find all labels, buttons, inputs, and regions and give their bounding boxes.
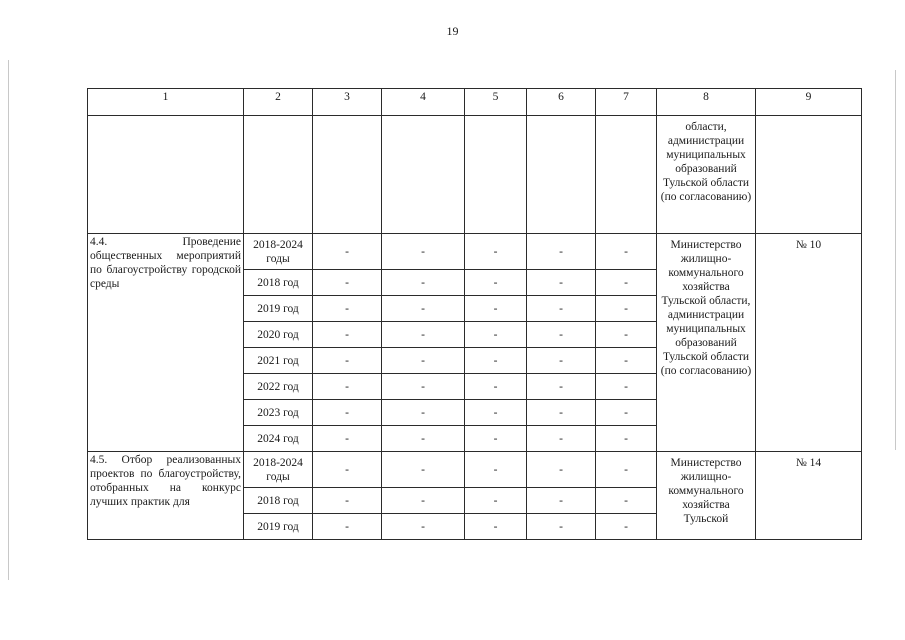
table-cell — [596, 116, 657, 234]
period-cell: 2018-2024 годы — [244, 234, 313, 270]
table-cell — [465, 116, 527, 234]
value-cell: - — [465, 234, 527, 270]
period-cell: 2018-2024 годы — [244, 452, 313, 488]
value-cell: - — [313, 452, 382, 488]
value-cell: - — [382, 296, 465, 322]
value-cell: - — [527, 514, 596, 540]
period-cell: 2019 год — [244, 296, 313, 322]
value-cell: - — [465, 488, 527, 514]
value-cell: - — [465, 452, 527, 488]
header-cell: 4 — [382, 89, 465, 116]
indicator-cell: № 14 — [756, 452, 862, 540]
value-cell: - — [527, 488, 596, 514]
value-cell: - — [596, 514, 657, 540]
value-cell: - — [382, 488, 465, 514]
value-cell: - — [382, 234, 465, 270]
period-cell: 2018 год — [244, 488, 313, 514]
value-cell: - — [313, 400, 382, 426]
header-cell: 6 — [527, 89, 596, 116]
period-cell: 2019 год — [244, 514, 313, 540]
period-cell: 2024 год — [244, 426, 313, 452]
value-cell: - — [465, 270, 527, 296]
value-cell: - — [313, 322, 382, 348]
period-cell: 2020 год — [244, 322, 313, 348]
header-cell: 3 — [313, 89, 382, 116]
executor-cell: Министерство жилищно-коммунального хозяйства Тульской — [657, 452, 756, 540]
value-cell: - — [527, 270, 596, 296]
table-cell — [756, 116, 862, 234]
scan-edge-line — [895, 70, 896, 450]
table-cell — [313, 116, 382, 234]
value-cell: - — [313, 488, 382, 514]
value-cell: - — [596, 488, 657, 514]
header-cell: 5 — [465, 89, 527, 116]
value-cell: - — [465, 400, 527, 426]
header-cell: 1 — [88, 89, 244, 116]
value-cell: - — [382, 270, 465, 296]
table-row — [88, 234, 862, 270]
value-cell: - — [596, 400, 657, 426]
value-cell: - — [465, 296, 527, 322]
value-cell: - — [527, 400, 596, 426]
value-cell: - — [596, 234, 657, 270]
value-cell: - — [596, 452, 657, 488]
value-cell: - — [382, 348, 465, 374]
executor-cell: области, администрации муниципальных образований Тульской области (по согласованию) — [657, 116, 756, 234]
period-cell: 2022 год — [244, 374, 313, 400]
value-cell: - — [465, 514, 527, 540]
value-cell: - — [596, 322, 657, 348]
value-cell: - — [465, 348, 527, 374]
value-cell: - — [596, 296, 657, 322]
value-cell: - — [313, 270, 382, 296]
value-cell: - — [527, 322, 596, 348]
continuation-row — [88, 116, 862, 234]
table-cell — [88, 116, 244, 234]
page-number: 19 — [446, 24, 459, 38]
value-cell: - — [382, 452, 465, 488]
value-cell: - — [465, 322, 527, 348]
value-cell: - — [313, 514, 382, 540]
table-cell — [382, 116, 465, 234]
table-cell — [244, 116, 313, 234]
value-cell: - — [465, 374, 527, 400]
scan-edge-line — [8, 60, 9, 580]
value-cell: - — [596, 348, 657, 374]
value-cell: - — [313, 374, 382, 400]
data-table — [87, 88, 862, 540]
table-row — [88, 452, 862, 488]
value-cell: - — [382, 400, 465, 426]
value-cell: - — [313, 426, 382, 452]
value-cell: - — [465, 426, 527, 452]
period-cell: 2021 год — [244, 348, 313, 374]
measure-name-cell: 4.4. Проведение общественных мероприятий по благоустройству городской среды — [88, 234, 244, 452]
value-cell: - — [382, 322, 465, 348]
value-cell: - — [596, 374, 657, 400]
value-cell: - — [527, 426, 596, 452]
period-cell: 2018 год — [244, 270, 313, 296]
header-cell: 2 — [244, 89, 313, 116]
value-cell: - — [527, 452, 596, 488]
value-cell: - — [527, 348, 596, 374]
value-cell: - — [313, 234, 382, 270]
period-cell: 2023 год — [244, 400, 313, 426]
executor-cell: Министерство жилищно-коммунального хозяйства Тульской области, администрации муниципальных образований Тульской области (по согласованию) — [657, 234, 756, 452]
value-cell: - — [313, 296, 382, 322]
indicator-cell: № 10 — [756, 234, 862, 452]
value-cell: - — [596, 270, 657, 296]
value-cell: - — [382, 426, 465, 452]
value-cell: - — [382, 374, 465, 400]
value-cell: - — [313, 348, 382, 374]
value-cell: - — [527, 296, 596, 322]
header-cell: 7 — [596, 89, 657, 116]
table-cell — [527, 116, 596, 234]
header-row — [88, 89, 862, 116]
value-cell: - — [527, 374, 596, 400]
value-cell: - — [382, 514, 465, 540]
header-cell: 8 — [657, 89, 756, 116]
value-cell: - — [527, 234, 596, 270]
header-cell: 9 — [756, 89, 862, 116]
value-cell: - — [596, 426, 657, 452]
measure-name-cell: 4.5. Отбор реализованных проектов по благоустройству, отобранных на конкурс лучших практик для — [88, 452, 244, 540]
